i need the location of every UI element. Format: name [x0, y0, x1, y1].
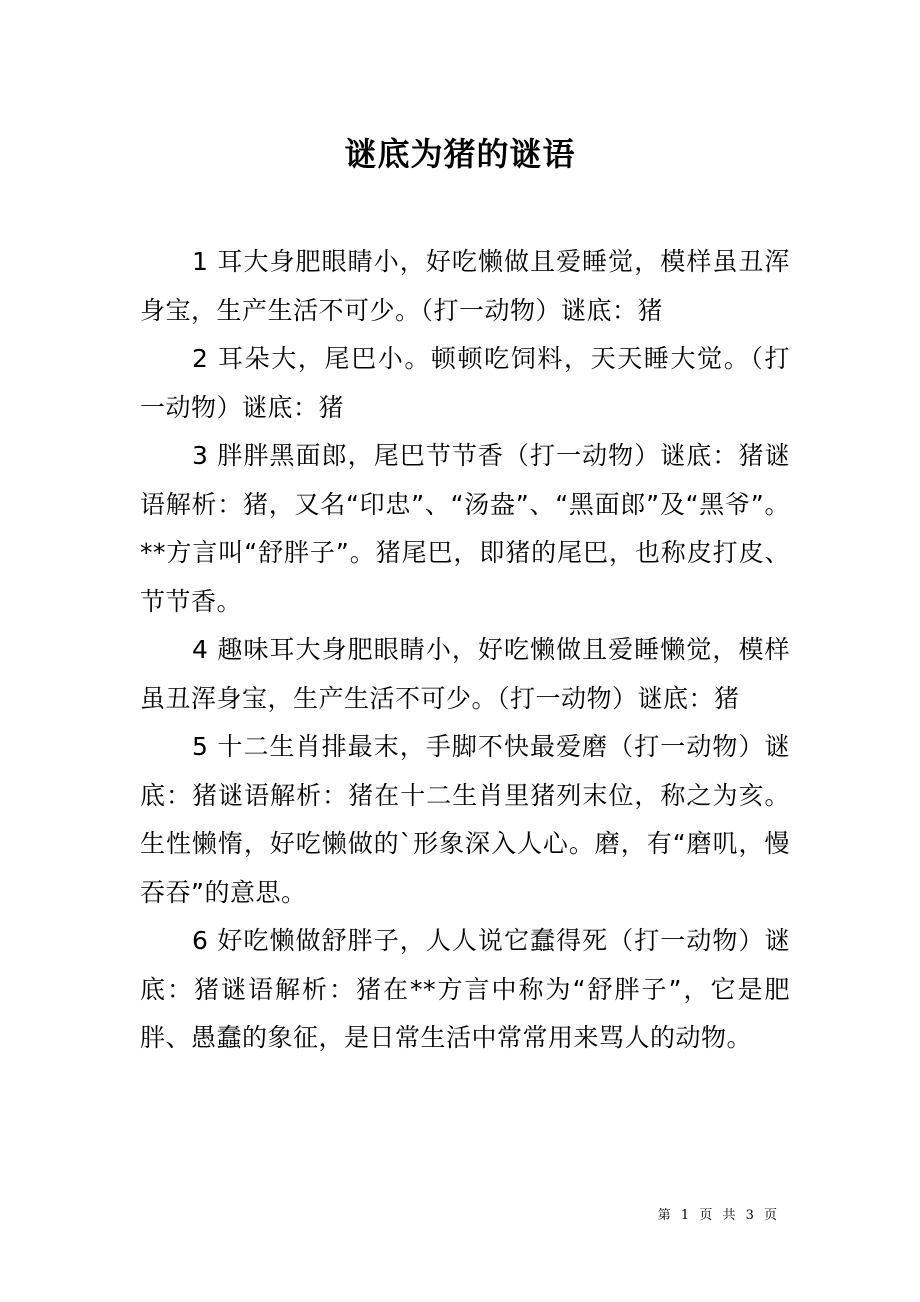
document-title: 谜底为猪的谜语 [344, 135, 576, 173]
page-number-footer: 第 1 页 共 3 页 [657, 1208, 780, 1223]
riddle-paragraph-5: 5 十二生肖排最末，手脚不快最爱磨（打一动物）谜底：猪谜语解析：猪在十二生肖里猪列末位，称之为亥。生性懒惰，好吃懒做的`形象深入人心。磨，有“磨叽，慢吞吞”的意思。 [140, 732, 790, 907]
riddle-paragraph-2: 2 耳朵大，尾巴小。顿顿吃饲料，天天睡大觉。（打一动物）谜底：猪 [140, 344, 790, 422]
riddle-paragraph-1: 1 耳大身肥眼睛小，好吃懒做且爱睡觉，模样虽丑浑身宝，生产生活不可少。（打一动物）谜底：猪 [140, 247, 790, 325]
document-body [140, 238, 790, 1063]
riddle-paragraph-3: 3 胖胖黑面郎，尾巴节节香（打一动物）谜底：猪谜语解析：猪，又名“印忠”、“汤盎”、“黑面郎”及“黑爷”。**方言叫“舒胖子”。猪尾巴，即猪的尾巴，也称皮打皮、节节香。 [140, 441, 790, 616]
riddle-paragraph-6: 6 好吃懒做舒胖子，人人说它蠢得死（打一动物）谜底：猪谜语解析：猪在**方言中称为“舒胖子”，它是肥胖、愚蠢的象征，是日常生活中常常用来骂人的动物。 [140, 926, 790, 1052]
riddle-paragraph-4: 4 趣味耳大身肥眼睛小，好吃懒做且爱睡懒觉，模样虽丑浑身宝，生产生活不可少。（打一动物）谜底：猪 [140, 635, 790, 713]
